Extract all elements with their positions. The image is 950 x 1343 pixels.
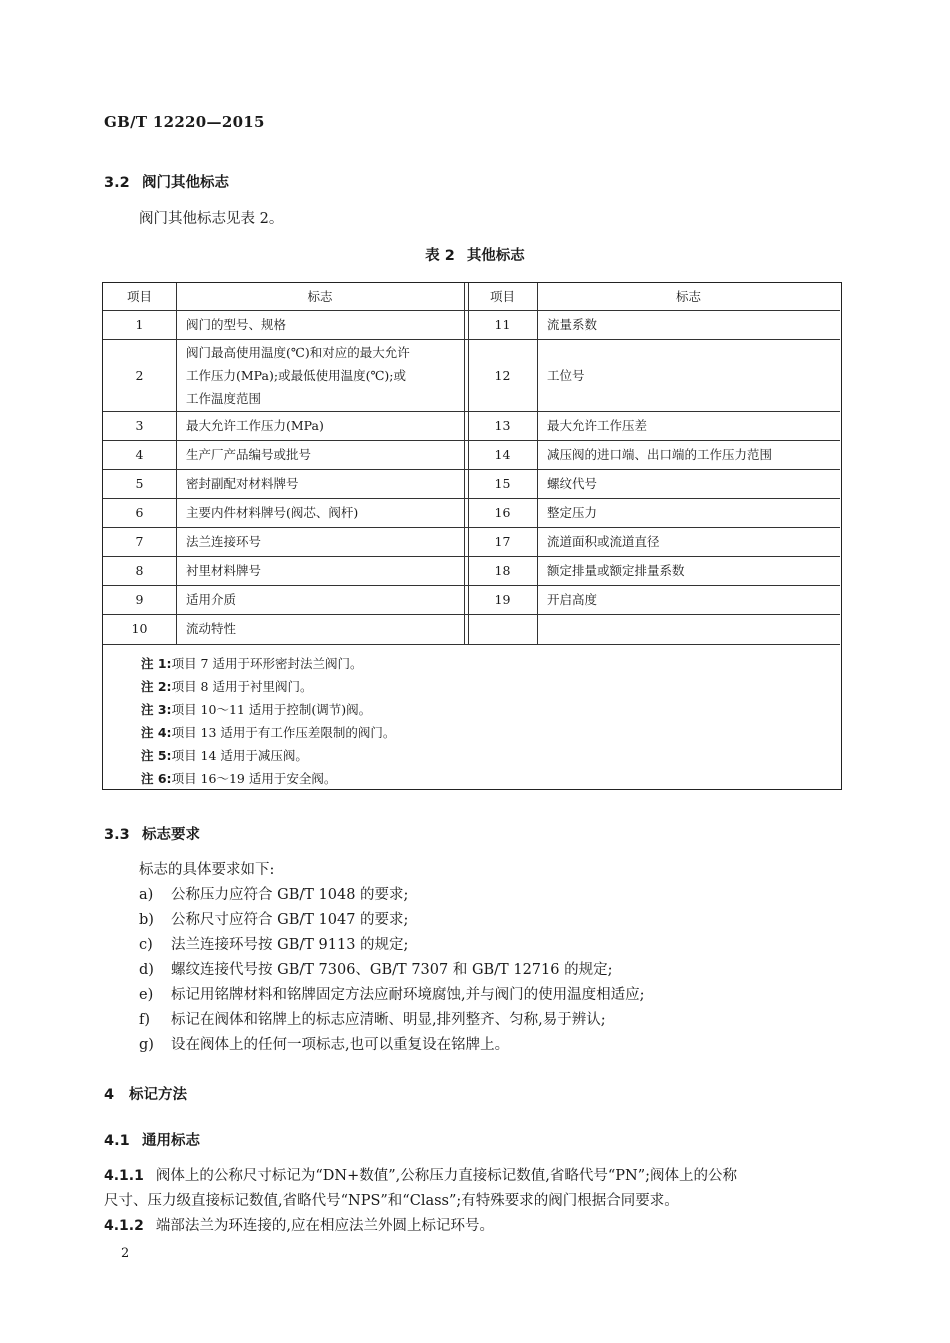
section-number: 4.1	[104, 1133, 130, 1149]
list-item	[139, 1008, 606, 1029]
item-number: 4	[135, 447, 144, 462]
note-text: 项目 14 适用于减压阀。	[171, 748, 308, 763]
item-number: 17	[494, 534, 511, 549]
note-label: 注 5:	[141, 748, 172, 763]
note-text: 项目 13 适用于有工作压差限制的阀门。	[171, 725, 396, 740]
list-marker: b)	[139, 912, 154, 928]
item-number: 15	[494, 476, 511, 491]
row-divider	[103, 339, 840, 340]
mark-text: 生产厂产品编号或批号	[186, 447, 312, 462]
header-cell-item: 项目	[126, 289, 152, 304]
section-title: 通用标志	[142, 1133, 200, 1149]
mark-text: 密封副配对材料牌号	[186, 476, 299, 491]
note-label: 注 1:	[141, 656, 172, 671]
item-number: 5	[135, 476, 144, 491]
mark-text: 螺纹代号	[547, 476, 598, 491]
list-text: 公称尺寸应符合 GB/T 1047 的要求;	[171, 912, 409, 928]
item-number: 3	[135, 418, 144, 433]
item-number: 13	[494, 418, 511, 433]
item-number: 8	[135, 563, 144, 578]
note-label: 注 2:	[141, 679, 172, 694]
table-caption-number: 表 2	[425, 248, 455, 264]
table-2	[102, 282, 842, 790]
list-item	[139, 1033, 509, 1054]
standard-number: GB/T 12220—2015	[104, 113, 265, 131]
table-note	[141, 744, 395, 767]
section-4-1-heading	[104, 1129, 200, 1150]
table-note	[141, 721, 395, 744]
list-text: 标记用铭牌材料和铭牌固定方法应耐环境腐蚀,并与阀门的使用温度相适应;	[171, 987, 645, 1003]
item-number: 1	[135, 317, 144, 332]
list-item	[139, 983, 645, 1004]
item-number: 10	[131, 621, 148, 636]
clause-number: 4.1.1	[104, 1168, 144, 1184]
section-4-heading	[104, 1083, 187, 1104]
mark-text: 法兰连接环号	[186, 534, 262, 549]
mark-text: 阀门最高使用温度(℃)和对应的最大允许	[186, 345, 410, 360]
mark-text: 开启高度	[547, 592, 598, 607]
section-title: 标志要求	[142, 827, 200, 843]
list-marker: c)	[139, 937, 153, 953]
mark-text: 整定压力	[547, 505, 598, 520]
list-marker: f)	[139, 1012, 151, 1028]
list-text: 设在阀体上的任何一项标志,也可以重复设在铭牌上。	[171, 1037, 510, 1053]
mark-text: 流量系数	[547, 317, 598, 332]
note-text: 项目 7 适用于环形密封法兰阀门。	[171, 656, 363, 671]
list-text: 法兰连接环号按 GB/T 9113 的规定;	[171, 937, 409, 953]
list-text: 标记在阀体和铭牌上的标志应清晰、明显,排列整齐、匀称,易于辨认;	[171, 1012, 606, 1028]
row-divider	[103, 440, 840, 441]
mark-text: 额定排量或额定排量系数	[547, 563, 685, 578]
clause-text: 端部法兰为环连接的,应在相应法兰外圆上标记环号。	[155, 1218, 494, 1234]
list-marker: d)	[139, 962, 154, 978]
clause-4-1-1-line-1	[104, 1164, 737, 1185]
row-divider	[103, 644, 840, 645]
row-divider	[103, 498, 840, 499]
item-number: 11	[494, 317, 511, 332]
mark-text: 适用介质	[186, 592, 237, 607]
list-item	[139, 958, 612, 979]
header-cell-mark: 标志	[307, 289, 333, 304]
table-note	[141, 767, 395, 790]
list-item	[139, 883, 408, 904]
table-caption-title: 其他标志	[466, 248, 525, 264]
note-label: 注 4:	[141, 725, 172, 740]
section-3-2-heading	[104, 171, 229, 192]
table-note	[141, 675, 395, 698]
row-divider	[103, 469, 840, 470]
item-number: 9	[135, 592, 144, 607]
note-text: 项目 10～11 适用于控制(调节)阀。	[171, 702, 372, 717]
row-divider	[103, 614, 840, 615]
list-item	[139, 933, 408, 954]
note-text: 项目 16～19 适用于安全阀。	[171, 771, 337, 786]
header-cell-mark: 标志	[675, 289, 701, 304]
item-number: 19	[494, 592, 511, 607]
clause-4-1-2	[104, 1214, 494, 1235]
mark-text: 主要内件材料牌号(阀芯、阀杆)	[186, 505, 359, 520]
mark-text: 阀门的型号、规格	[186, 317, 287, 332]
section-3-3-intro: 标志的具体要求如下:	[139, 862, 275, 878]
clause-text: 阀体上的公称尺寸标记为“DN+数值”,公称压力直接标记数值,省略代号“PN”;阀体上的公称	[155, 1168, 738, 1184]
clause-number: 4.1.2	[104, 1218, 144, 1234]
list-marker: a)	[139, 887, 154, 903]
mark-text: 流动特性	[186, 621, 237, 636]
section-title: 阀门其他标志	[142, 175, 229, 191]
row-divider	[103, 585, 840, 586]
item-number: 18	[494, 563, 511, 578]
table-notes	[141, 652, 395, 790]
section-3-2-intro: 阀门其他标志见表 2。	[139, 211, 284, 227]
item-number: 7	[135, 534, 144, 549]
table-note	[141, 652, 395, 675]
column-divider	[464, 283, 465, 644]
item-number: 12	[494, 368, 511, 383]
item-number: 14	[494, 447, 511, 462]
page-number: 2	[121, 1246, 130, 1261]
row-divider	[103, 527, 840, 528]
row-divider	[103, 411, 840, 412]
mark-text: 工作压力(MPa);或最低使用温度(℃);或	[186, 368, 407, 383]
list-item	[139, 908, 408, 929]
row-divider	[103, 556, 840, 557]
section-number: 3.3	[104, 827, 130, 843]
note-text: 项目 8 适用于衬里阀门。	[171, 679, 313, 694]
item-number: 16	[494, 505, 511, 520]
list-marker: e)	[139, 987, 154, 1003]
mark-text: 减压阀的进口端、出口端的工作压力范围	[547, 447, 773, 462]
table-note	[141, 698, 395, 721]
section-title: 标记方法	[129, 1087, 187, 1103]
item-number: 2	[135, 368, 144, 383]
item-number: 6	[135, 505, 144, 520]
table-caption	[0, 244, 950, 265]
section-number: 4	[104, 1087, 115, 1103]
section-number: 3.2	[104, 175, 130, 191]
list-marker: g)	[139, 1037, 154, 1053]
row-divider	[103, 310, 840, 311]
mark-text: 最大允许工作压差	[547, 418, 648, 433]
list-text: 公称压力应符合 GB/T 1048 的要求;	[171, 887, 409, 903]
list-text: 螺纹连接代号按 GB/T 7306、GB/T 7307 和 GB/T 12716 的规定;	[171, 962, 613, 978]
mark-text: 流道面积或流道直径	[547, 534, 660, 549]
header-cell-item: 项目	[489, 289, 515, 304]
mark-text: 工位号	[547, 368, 585, 383]
mark-text: 最大允许工作压力(MPa)	[186, 418, 324, 433]
mark-text: 工作温度范围	[186, 391, 262, 406]
note-label: 注 3:	[141, 702, 172, 717]
note-label: 注 6:	[141, 771, 172, 786]
mark-text: 衬里材料牌号	[186, 563, 262, 578]
section-3-3-heading	[104, 823, 200, 844]
clause-4-1-1-line-2: 尺寸、压力级直接标记数值,省略代号“NPS”和“Class”;有特殊要求的阀门根据合同要求。	[104, 1193, 679, 1209]
